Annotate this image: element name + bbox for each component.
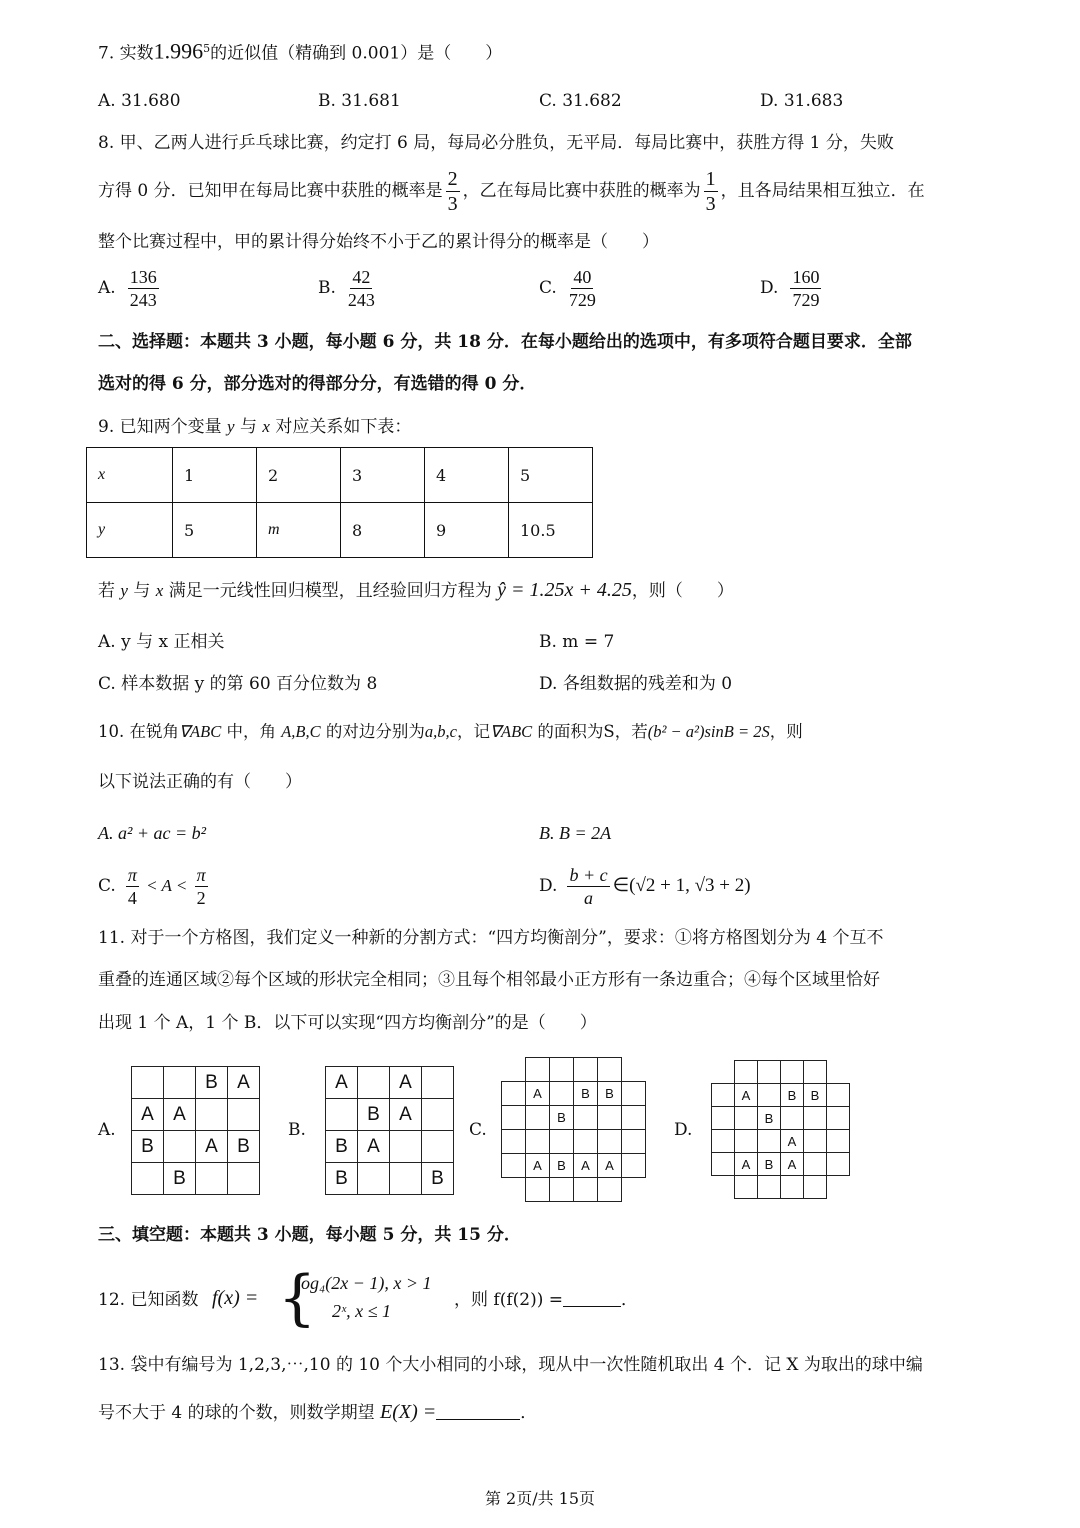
grid-cell — [711, 1106, 735, 1130]
section2-line1: 二、选择题：本题共 3 小题，每小题 6 分，共 18 分．在每小题给出的选项中，有多项符合题目要求．全部 — [98, 332, 912, 352]
grid-cell — [757, 1083, 781, 1107]
grid-cell — [597, 1105, 622, 1130]
table-cell: 9 — [425, 503, 509, 558]
grid-cell — [621, 1081, 646, 1106]
grid-cell — [711, 1083, 735, 1107]
grid-cell — [826, 1083, 850, 1107]
grid-cell: B — [195, 1066, 228, 1099]
q10-option-a: A. a² + ac = b² — [98, 823, 207, 843]
grid-cell — [621, 1129, 646, 1154]
grid-cell — [734, 1129, 758, 1153]
grid-cell: A — [525, 1081, 550, 1106]
grid-cell: B — [597, 1081, 622, 1106]
grid-cell — [803, 1175, 827, 1199]
q8-line2-c: ，且各局结果相互独立．在 — [720, 181, 925, 201]
q8-option-a: A. $\frac{136}{243}$ — [98, 267, 157, 310]
table-cell: y — [87, 503, 173, 558]
grid-cell — [573, 1105, 598, 1130]
grid-cell — [826, 1152, 850, 1176]
q8-line3: 整个比赛过程中，甲的累计得分始终不小于乙的累计得分的概率是（ ） — [98, 232, 659, 252]
grid-cell: A — [734, 1083, 758, 1107]
q7-stem — [98, 38, 502, 65]
grid-cell — [549, 1177, 574, 1202]
grid-cell: A — [325, 1066, 358, 1099]
grid-cell — [803, 1152, 827, 1176]
q7-option-b: B. 31.681 — [318, 91, 401, 111]
grid-cell: A — [525, 1153, 550, 1178]
grid-cell — [597, 1129, 622, 1154]
q7-option-a: A. 31.680 — [98, 91, 181, 111]
q8-prob-b: $\frac{1}{3}$ — [705, 168, 716, 215]
grid-cell — [757, 1129, 781, 1153]
table-cell: 4 — [425, 448, 509, 503]
q8-line2-b: ，乙在每局比赛中获胜的概率为 — [462, 181, 701, 201]
grid-cell: B — [163, 1162, 196, 1195]
q13-answer-blank[interactable] — [436, 1419, 520, 1420]
grid-cell — [421, 1130, 454, 1163]
q12-brace: { — [278, 1263, 317, 1333]
grid-cell — [525, 1105, 550, 1130]
grid-cell — [163, 1130, 196, 1163]
grid-cell: B — [573, 1081, 598, 1106]
grid-cell — [803, 1060, 827, 1084]
q10-option-d: D. $\frac{b + c}{a}$ ∈(√2 + 1, √3 + 2) — [539, 865, 751, 908]
q11-label-d: D. — [674, 1120, 693, 1140]
grid-cell — [501, 1129, 526, 1154]
grid-cell — [734, 1175, 758, 1199]
grid-cell: A — [195, 1130, 228, 1163]
q11-label-a: A. — [98, 1120, 116, 1140]
grid-cell — [711, 1152, 735, 1176]
q9-option-b: B. m = 7 — [539, 632, 615, 652]
grid-cell — [826, 1106, 850, 1130]
grid-cell — [501, 1081, 526, 1106]
grid-cell — [389, 1162, 422, 1195]
table-cell: 3 — [341, 448, 425, 503]
grid-cell: A — [780, 1152, 804, 1176]
q9-option-c: C. 样本数据 y 的第 60 百分位数为 8 — [98, 674, 378, 694]
grid-cell: A — [389, 1066, 422, 1099]
q7-option-d: D. 31.683 — [760, 91, 844, 111]
table-row — [87, 448, 593, 503]
q9-regression-equation: ŷ = 1.25x + 4.25 — [497, 579, 632, 601]
grid-cell — [549, 1057, 574, 1082]
q9-option-a: A. y 与 x 正相关 — [98, 632, 225, 652]
q12-case1: log₄(2x − 1), x > 1 — [296, 1273, 432, 1293]
page-footer: 第 2页/共 15页 — [484, 1489, 596, 1508]
grid-cell: B — [325, 1130, 358, 1163]
grid-cell: A — [357, 1130, 390, 1163]
table-cell: 2 — [257, 448, 341, 503]
q9-option-d: D. 各组数据的残差和为 0 — [539, 674, 733, 694]
table-row — [87, 503, 593, 558]
section3-line: 三、填空题：本题共 3 小题，每小题 5 分，共 15 分． — [98, 1225, 521, 1245]
grid-cell: B — [803, 1083, 827, 1107]
grid-cell — [573, 1057, 598, 1082]
grid-cell — [711, 1129, 735, 1153]
q13-line2: 号不大于 4 的球的个数，则数学期望 E(X) = ． — [98, 1401, 538, 1423]
grid-cell — [621, 1153, 646, 1178]
q7-option-c: C. 31.682 — [539, 91, 622, 111]
grid-cell — [549, 1081, 574, 1106]
grid-cell: B — [131, 1130, 164, 1163]
grid-cell — [757, 1175, 781, 1199]
grid-cell — [389, 1130, 422, 1163]
q11-line2: 重叠的连通区域②每个区域的形状完全相同；③且每个相邻最小正方形有一条边重合；④每个区域里恰好 — [98, 970, 880, 990]
grid-cell: B — [357, 1098, 390, 1131]
grid-cell: B — [757, 1152, 781, 1176]
grid-cell — [573, 1177, 598, 1202]
grid-cell — [195, 1162, 228, 1195]
q12-suffix: ，则 f(f(2)) = ． — [454, 1290, 638, 1310]
q11-label-c: C. — [469, 1120, 487, 1140]
grid-cell — [826, 1129, 850, 1153]
grid-cell — [163, 1066, 196, 1099]
q12-fx: f(x) = — [212, 1287, 259, 1309]
table-cell: 1 — [173, 448, 257, 503]
q7-prefix: 7. 实数 — [98, 43, 154, 64]
grid-cell — [227, 1162, 260, 1195]
grid-cell — [131, 1066, 164, 1099]
q11-grid-b — [325, 1066, 453, 1194]
grid-cell — [227, 1098, 260, 1131]
q10-option-c: C. $\frac{\pi}{4}$ < A < $\frac{\pi}{2}$ — [98, 865, 206, 908]
q7-exp: 5 — [203, 42, 211, 55]
grid-cell — [549, 1129, 574, 1154]
q11-label-b: B. — [288, 1120, 306, 1140]
grid-cell — [573, 1129, 598, 1154]
q8-line1: 8. 甲、乙两人进行乒乓球比赛，约定打 6 局，每局必分胜负，无平局．每局比赛中，获胜方得 1 分，失败 — [98, 133, 894, 153]
grid-cell — [780, 1106, 804, 1130]
grid-cell: A — [131, 1098, 164, 1131]
q9-condition: 若 y 与 x 满足一元线性回归模型，且经验回归方程为 ŷ = 1.25x + 4.25，则（ ） — [98, 579, 734, 601]
q8-option-d: D. $\frac{160}{729}$ — [760, 267, 820, 310]
grid-cell — [525, 1057, 550, 1082]
grid-cell — [357, 1162, 390, 1195]
q8-prob-a: $\frac{2}{3}$ — [447, 168, 458, 215]
q8-line2-a: 方得 0 分．已知甲在每局比赛中获胜的概率是 — [98, 181, 443, 201]
grid-cell: A — [573, 1153, 598, 1178]
grid-cell — [780, 1060, 804, 1084]
table-cell: x — [87, 448, 173, 503]
table-cell: m — [257, 503, 341, 558]
table-cell: 8 — [341, 503, 425, 558]
grid-cell — [803, 1106, 827, 1130]
q8-option-c: C. $\frac{40}{729}$ — [539, 267, 596, 310]
grid-cell: B — [780, 1083, 804, 1107]
q9-intro: 9. 已知两个变量 y 与 x 对应关系如下表： — [98, 417, 412, 437]
q8-option-b: B. $\frac{42}{243}$ — [318, 267, 375, 310]
grid-cell: B — [325, 1162, 358, 1195]
grid-cell — [195, 1098, 228, 1131]
grid-cell: A — [163, 1098, 196, 1131]
grid-cell: A — [597, 1153, 622, 1178]
grid-cell — [734, 1106, 758, 1130]
grid-cell: B — [227, 1130, 260, 1163]
q11-grid-a — [131, 1066, 259, 1194]
grid-cell — [803, 1129, 827, 1153]
grid-cell — [501, 1153, 526, 1178]
q7-base: 1.996 — [153, 38, 204, 64]
q11-grid-d — [711, 1060, 849, 1198]
table-cell: 10.5 — [509, 503, 593, 558]
q11-line1: 11. 对于一个方格图，我们定义一种新的分割方式：“四方均衡剖分”，要求：①将方格图划分为 4 个互不 — [98, 928, 884, 948]
grid-cell — [421, 1066, 454, 1099]
grid-cell — [780, 1175, 804, 1199]
grid-cell: B — [421, 1162, 454, 1195]
grid-cell: A — [389, 1098, 422, 1131]
grid-cell: B — [549, 1153, 574, 1178]
grid-cell — [357, 1066, 390, 1099]
q10-stem: 10. 在锐角∇ABC 中，角 A,B,C 的对边分别为a,b,c，记∇ABC 的面积为S，若(b² − a²)sinB = 2S，则 — [98, 722, 803, 741]
grid-cell — [597, 1177, 622, 1202]
grid-cell — [621, 1105, 646, 1130]
q8-line2 — [98, 166, 925, 220]
grid-cell: A — [227, 1066, 260, 1099]
table-cell: 5 — [509, 448, 593, 503]
grid-cell — [757, 1060, 781, 1084]
q9-table — [86, 447, 593, 558]
section2-line2: 选对的得 6 分，部分选对的得部分分，有选错的得 0 分． — [98, 374, 537, 394]
q11-line3: 出现 1 个 A，1 个 B．以下可以实现“四方均衡剖分”的是（ ） — [98, 1013, 597, 1033]
grid-cell — [501, 1105, 526, 1130]
grid-cell: B — [757, 1106, 781, 1130]
grid-cell — [131, 1162, 164, 1195]
grid-cell: A — [780, 1129, 804, 1153]
q12-case2: 2ˣ, x ≤ 1 — [332, 1301, 391, 1321]
grid-cell — [525, 1129, 550, 1154]
grid-cell — [421, 1098, 454, 1131]
q11-grid-c — [501, 1057, 645, 1201]
grid-cell: B — [549, 1105, 574, 1130]
q7-suffix: 的近似值（精确到 0.001）是（ ） — [210, 43, 503, 64]
q10-option-b: B. B = 2A — [539, 823, 612, 843]
table-cell: 5 — [173, 503, 257, 558]
grid-cell — [734, 1060, 758, 1084]
grid-cell — [325, 1098, 358, 1131]
grid-cell — [597, 1057, 622, 1082]
q10-condition: (b² − a²)sinB = 2S — [647, 722, 770, 741]
q10-line2: 以下说法正确的有（ ） — [98, 772, 302, 792]
q12-answer-blank[interactable] — [563, 1306, 621, 1307]
grid-cell: A — [734, 1152, 758, 1176]
q13-line1: 13. 袋中有编号为 1,2,3,⋯,10 的 10 个大小相同的小球，现从中一次性随机取出 4 个．记 X 为取出的球中编 — [98, 1355, 923, 1375]
grid-cell — [525, 1177, 550, 1202]
